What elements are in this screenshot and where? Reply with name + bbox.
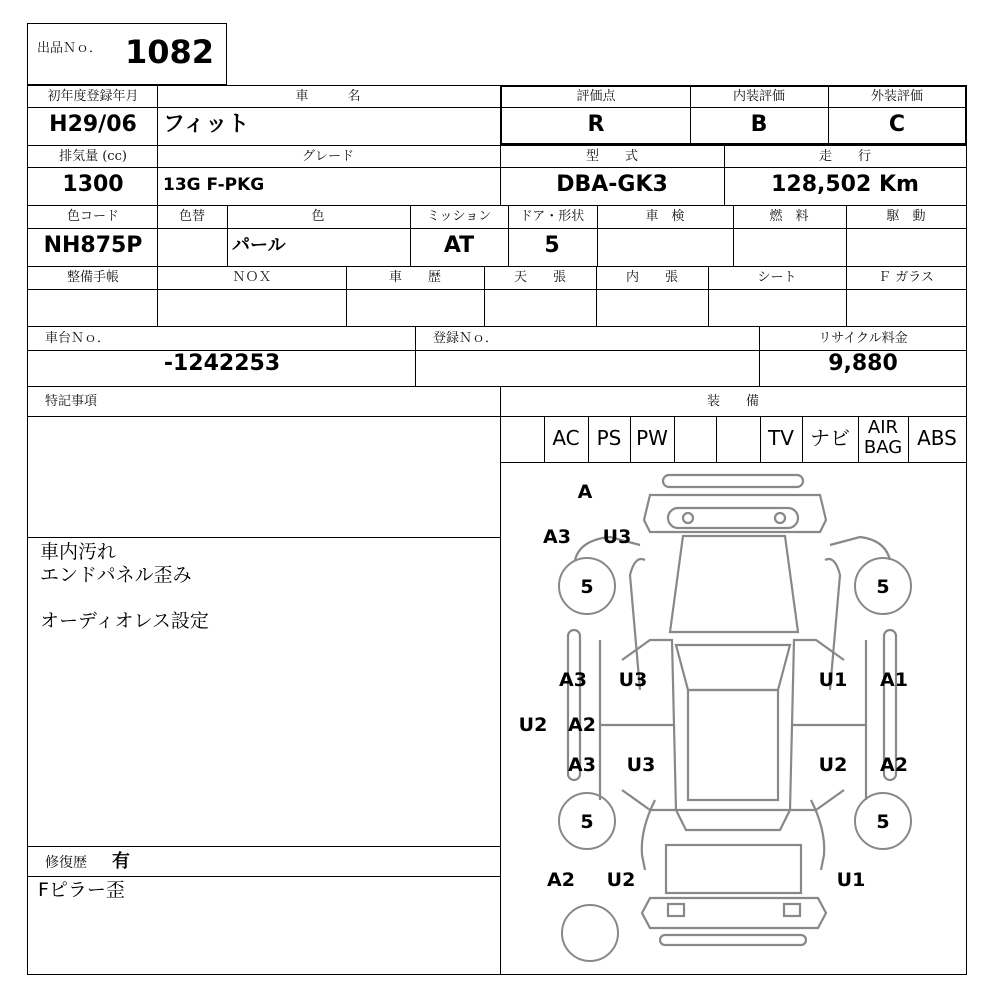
first-reg-value: H29/06 [49,112,137,137]
tire-fl-value: 5 [580,576,594,598]
mark-left-mid-2: A2 [568,714,596,736]
nox-label: ＮＯＸ [232,270,272,285]
color-label: 色 [311,209,325,224]
f-glass-label: Ｆ ガラス [878,270,934,285]
spare-tire [562,905,618,961]
history-label: 車 歴 [388,270,442,285]
equip-bag: BAG [863,437,903,458]
remark-line-3: オーディオレス設定 [40,610,209,632]
lot-label: 出品Ｎｏ． [37,41,103,56]
seat-label: シート [757,270,797,285]
repair-value: 有 [112,851,130,872]
repair-label: 修復歴 [45,855,87,871]
equip-abs: ABS [917,426,957,450]
color-code-value: NH875P [43,233,143,258]
mark-right-front-1: U1 [818,669,848,691]
equip-pw: PW [636,426,668,450]
car-name-value: フィット [163,112,250,137]
mark-right-front-2: A1 [880,669,908,691]
equipment-label: 装 備 [706,394,760,409]
car-diagram [500,462,966,974]
remark-line-2: エンドパネル歪み [40,564,192,586]
tire-rr-value: 5 [876,811,890,833]
chassis-label: 車台Ｎｏ． [45,331,111,346]
fuel-label: 燃 料 [769,209,809,224]
mark-left-rear-2: U3 [626,754,656,776]
repair-note: Fピラー歪 [38,879,125,901]
transmission-value: AT [443,233,475,258]
mileage-label: 走 行 [818,149,872,164]
remarks-label: 特記事項 [45,394,98,409]
mark-rear-left-2: U2 [606,869,636,891]
exterior-value: C [888,112,906,137]
tire-fr-value: 5 [876,576,890,598]
equip-navi: ナビ [810,426,850,450]
mark-rear-right: U1 [836,869,866,891]
grade-value: 13G F-PKG [163,175,265,195]
mark-rear-left-1: A2 [547,869,575,891]
door-shape-label: ドア・形状 [519,209,585,224]
displacement-label: 排気量 (cc) [59,149,127,164]
equip-tv: TV [768,426,794,450]
transmission-label: ミッション [426,209,492,224]
inspection-label: 車 検 [645,209,685,224]
score-value: R [587,112,605,137]
mark-front: A [577,481,593,503]
interior-trim-label: 内 張 [625,270,679,285]
exterior-label: 外装評価 [870,89,924,104]
color-code-label: 色コード [66,209,120,224]
equip-ps: PS [596,426,622,450]
interior-value: B [750,112,768,137]
remark-line-1: 車内汚れ [40,541,117,563]
mark-front-left-2: U3 [602,526,632,548]
door-shape-value: 5 [544,233,560,258]
score-label: 評価点 [576,89,616,104]
mark-left-mid-1: U2 [518,714,548,736]
grade-label: グレード [301,149,355,164]
lot-number: 1082 [125,33,215,71]
mark-right-rear-2: A2 [880,754,908,776]
mark-left-rear-1: A3 [568,754,596,776]
mark-left-front-1: A3 [559,669,587,691]
mileage-value: 128,502 Km [771,172,919,197]
tire-rl-value: 5 [580,811,594,833]
equip-ac: AC [552,426,580,450]
color-value: パール [232,235,286,256]
mark-front-left-1: A3 [543,526,571,548]
interior-label: 内装評価 [732,89,786,104]
model-value: DBA-GK3 [556,172,668,197]
mark-right-rear-1: U2 [818,754,848,776]
displacement-value: 1300 [62,172,124,197]
recycle-value: 9,880 [828,351,898,376]
service-book-label: 整備手帳 [66,270,120,285]
first-reg-label: 初年度登録年月 [47,89,139,104]
mark-left-front-2: U3 [618,669,648,691]
sunroof-label: 天 張 [513,270,567,285]
model-label: 型 式 [585,149,639,164]
registration-label: 登録Ｎｏ． [433,331,499,346]
drive-label: 駆 動 [886,209,926,224]
car-name-label: 車 名 [295,89,361,104]
recycle-label: リサイクル料金 [818,331,908,346]
chassis-value: -1242253 [163,351,281,376]
equip-air: AIR [867,417,899,438]
color-change-label: 色替 [178,209,206,224]
